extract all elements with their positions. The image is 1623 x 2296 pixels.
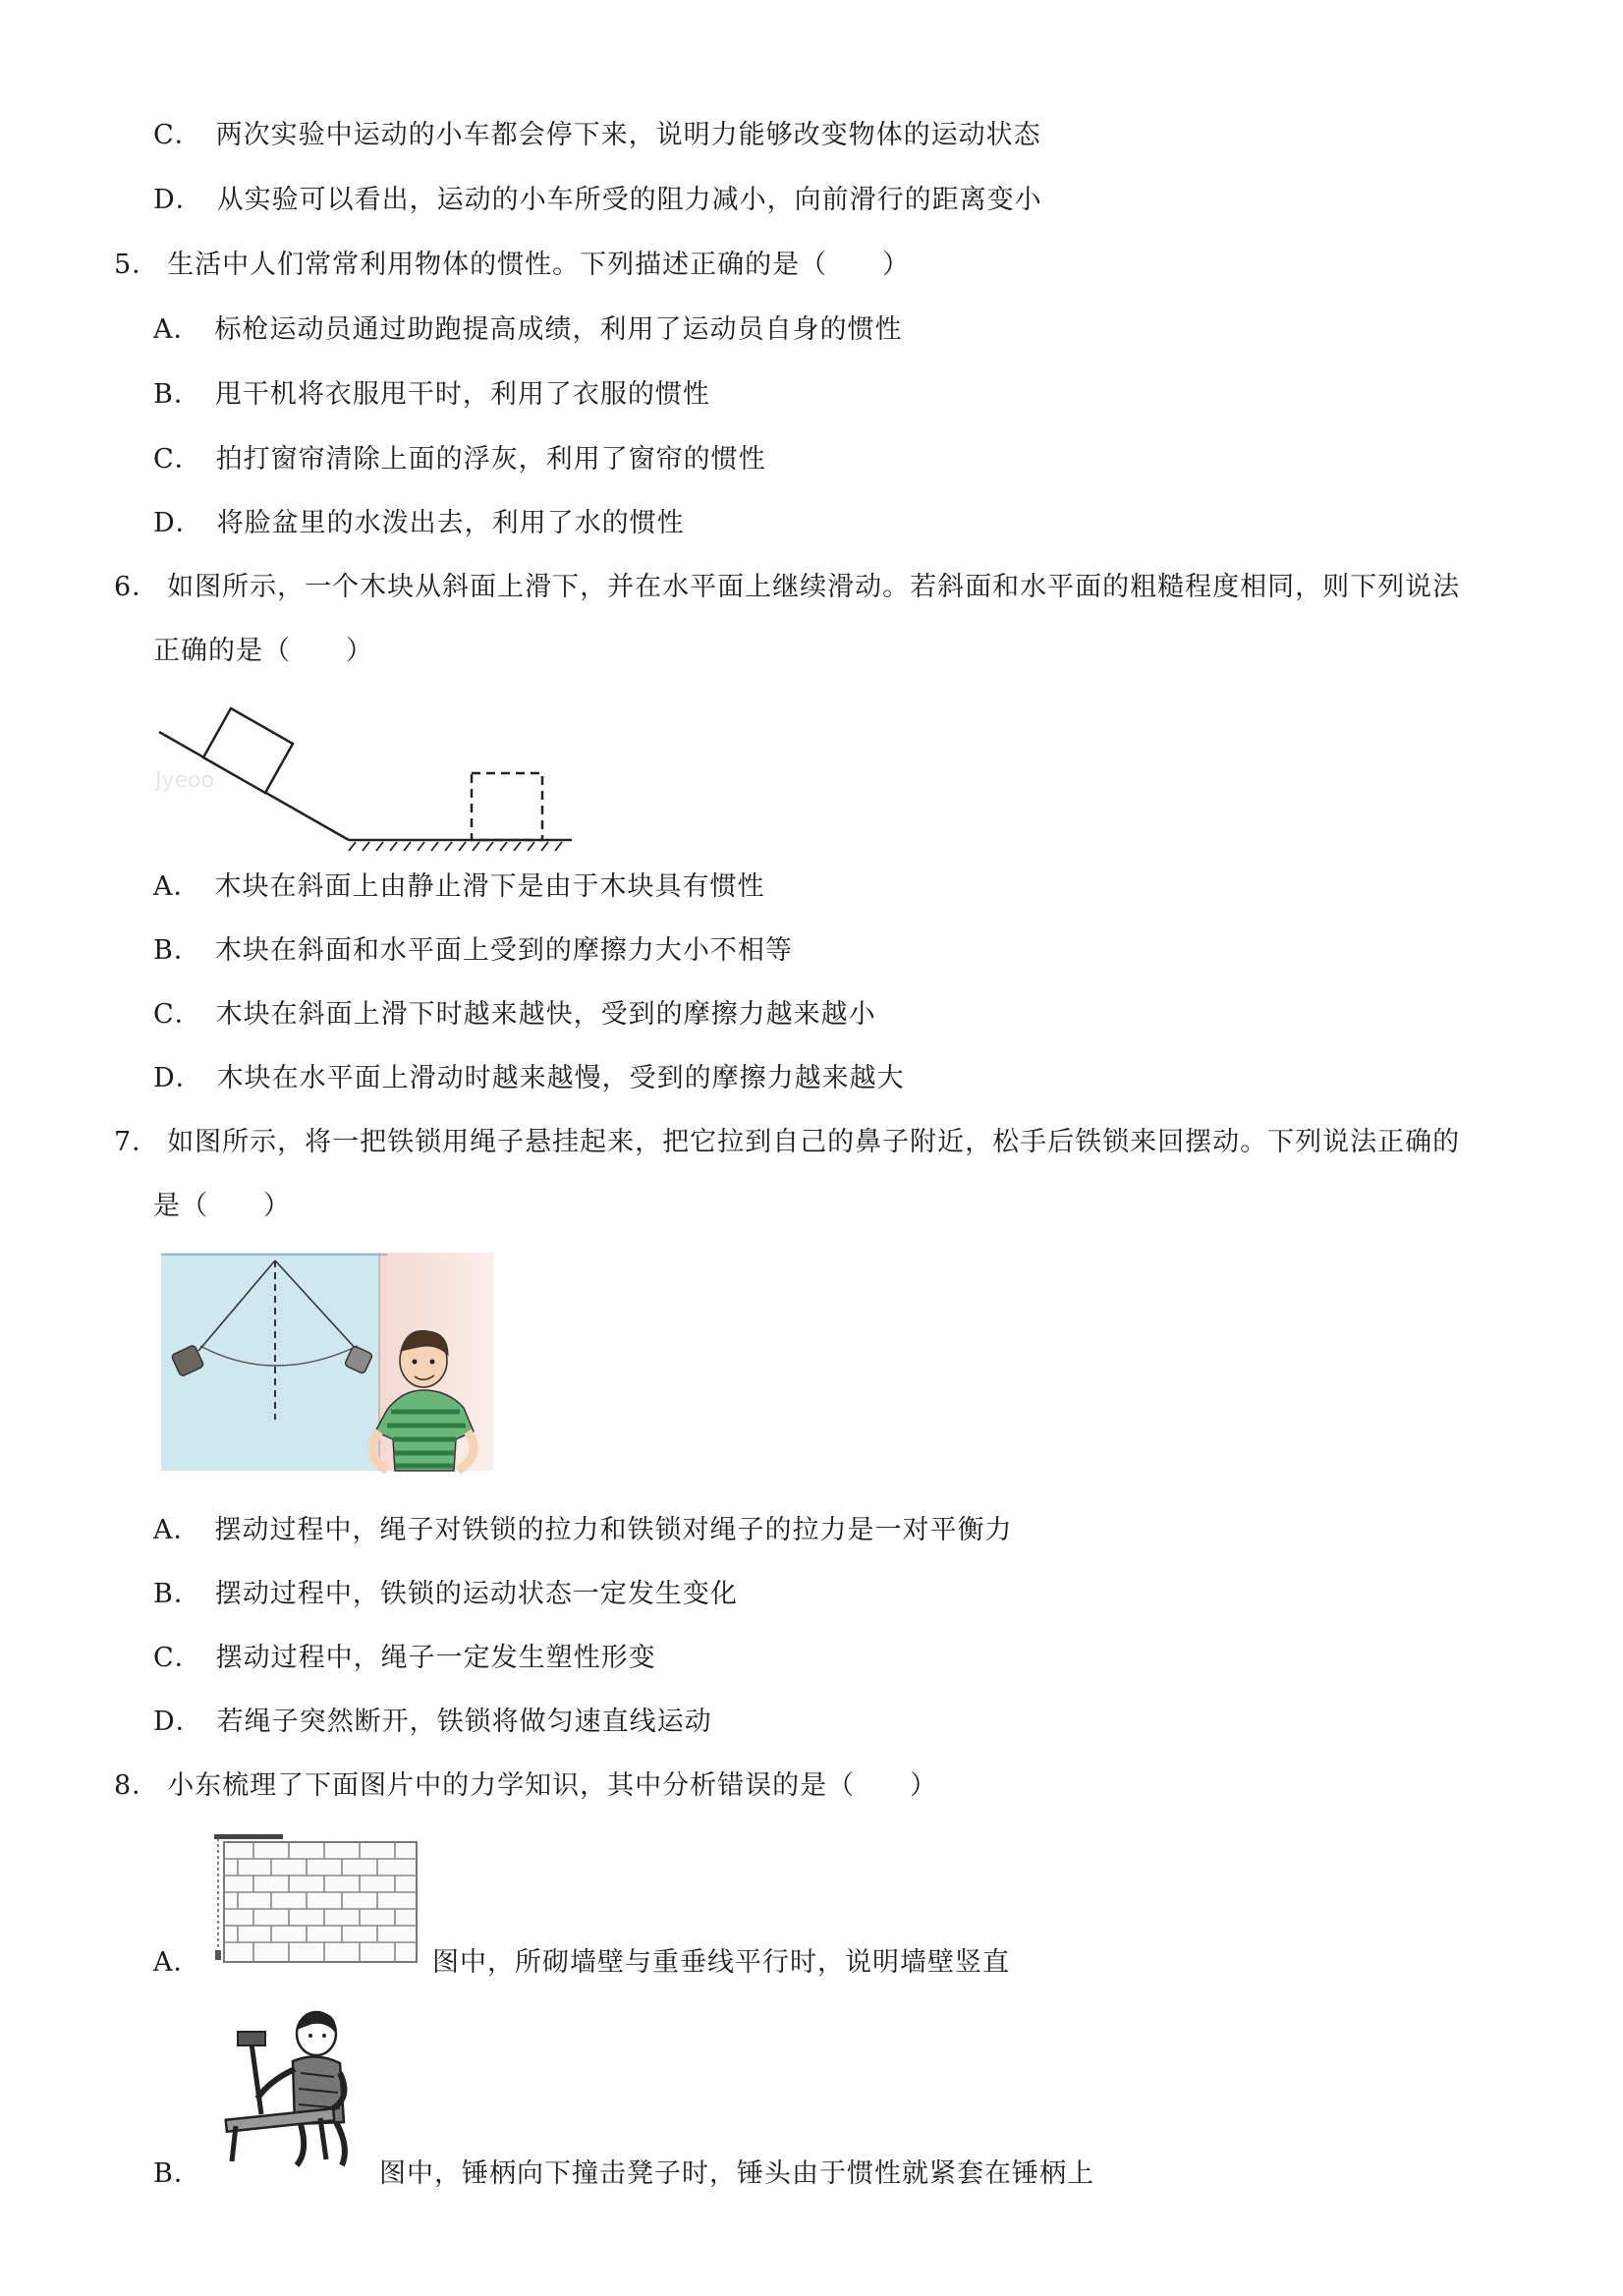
option-letter: C． — [153, 120, 202, 150]
question-number: 7． — [114, 1127, 160, 1157]
option-text: 木块在斜面上滑下时越来越快，受到的摩擦力越来越小 — [215, 999, 876, 1030]
watermark: Jyeoo — [155, 768, 214, 793]
hammer-illustration — [206, 2004, 373, 2171]
q5-stem — [114, 248, 910, 283]
option-text: 拍打窗帘清除上面的浮灰，利用了窗帘的惯性 — [215, 444, 766, 475]
q6-stem-line1 — [114, 570, 1460, 605]
option-text: 甩干机将衣服甩干时，利用了衣服的惯性 — [214, 379, 710, 410]
option-text: 木块在斜面上由静止滑下是由于木块具有惯性 — [214, 871, 765, 902]
q7-option-d — [153, 1705, 712, 1740]
q7-option-c — [153, 1641, 656, 1676]
option-letter: A． — [153, 1947, 201, 1978]
option-letter: B． — [153, 2158, 201, 2189]
option-text: 若绳子突然断开，铁锁将做匀速直线运动 — [216, 1707, 712, 1737]
q5-option-d — [153, 506, 685, 541]
option-letter: C． — [153, 1643, 202, 1673]
option-letter: B． — [153, 379, 201, 410]
option-letter: C． — [153, 444, 202, 475]
question-stem: 生活中人们常常利用物体的惯性。下列描述正确的是（ ） — [167, 250, 911, 280]
q8-hammer-figure — [206, 2004, 373, 2171]
pendulum-illustration — [161, 1253, 493, 1481]
q6-option-a — [153, 869, 765, 905]
q8-brick-wall-figure — [210, 1832, 420, 1970]
option-letter: A． — [153, 871, 201, 902]
q6-stem-line2 — [153, 634, 373, 669]
option-letter: B． — [153, 935, 201, 966]
question-number: 5． — [114, 250, 160, 280]
q4-option-c — [153, 118, 1041, 153]
q7-stem-line1 — [114, 1125, 1460, 1160]
option-text: 木块在水平面上滑动时越来越慢，受到的摩擦力越来越大 — [216, 1063, 905, 1093]
question-number: 8． — [114, 1770, 160, 1801]
option-letter: C． — [153, 999, 202, 1030]
q5-option-c — [153, 442, 766, 477]
question-stem: 如图所示，一个木块从斜面上滑下，并在水平面上继续滑动。若斜面和水平面的粗糙程度相同，则下列说法 — [167, 572, 1461, 602]
option-text: 木块在斜面和水平面上受到的摩擦力大小不相等 — [214, 935, 793, 966]
question-stem: 是（ ） — [153, 1191, 291, 1221]
q7-stem-line2 — [153, 1189, 291, 1224]
question-stem: 如图所示，将一把铁锁用绳子悬挂起来，把它拉到自己的鼻子附近，松手后铁锁来回摆动。下列说法正确的 — [167, 1127, 1461, 1157]
q6-option-b — [153, 933, 793, 969]
q8-option-a-letter — [153, 1945, 215, 1981]
option-text: 两次实验中运动的小车都会停下来，说明力能够改变物体的运动状态 — [215, 120, 1041, 150]
q7-option-a — [153, 1513, 1013, 1548]
q6-option-c — [153, 997, 876, 1033]
q6-incline-figure — [147, 688, 580, 860]
option-text: 从实验可以看出，运动的小车所受的阻力减小，向前滑行的距离变小 — [216, 185, 1042, 215]
option-text: 标枪运动员通过助跑提高成绩，利用了运动员自身的惯性 — [214, 314, 903, 345]
brick-wall-illustration — [210, 1832, 420, 1970]
option-text: 摆动过程中，铁锁的运动状态一定发生变化 — [214, 1579, 738, 1609]
option-letter: D． — [153, 185, 203, 215]
option-text: 图中，锤柄向下撞击凳子时，锤头由于惯性就紧套在锤柄上 — [379, 2158, 1094, 2189]
q6-option-d — [153, 1061, 905, 1096]
q5-option-b — [153, 377, 710, 413]
q8-option-b-text — [379, 2156, 1094, 2192]
option-letter: A． — [153, 314, 201, 345]
option-letter: A． — [153, 1515, 201, 1545]
option-letter: D． — [153, 1707, 203, 1737]
option-text: 将脸盆里的水泼出去，利用了水的惯性 — [216, 508, 685, 538]
q5-option-a — [153, 312, 903, 348]
question-number: 6． — [114, 572, 160, 602]
q4-option-d — [153, 183, 1042, 218]
option-letter: D． — [153, 508, 203, 538]
q7-pendulum-figure — [161, 1253, 493, 1481]
option-text: 摆动过程中，绳子一定发生塑性形变 — [215, 1643, 656, 1673]
q7-option-b — [153, 1577, 738, 1612]
question-stem: 正确的是（ ） — [153, 636, 373, 666]
question-stem: 小东梳理了下面图片中的力学知识，其中分析错误的是（ ） — [167, 1770, 938, 1801]
option-letter: D． — [153, 1063, 203, 1093]
q8-stem — [114, 1768, 937, 1804]
option-text: 摆动过程中，绳子对铁锁的拉力和铁锁对绳子的拉力是一对平衡力 — [214, 1515, 1013, 1545]
q8-option-a-text — [432, 1945, 1010, 1981]
option-letter: B． — [153, 1579, 201, 1609]
option-text: 图中，所砌墙壁与重垂线平行时，说明墙壁竖直 — [432, 1947, 1010, 1978]
